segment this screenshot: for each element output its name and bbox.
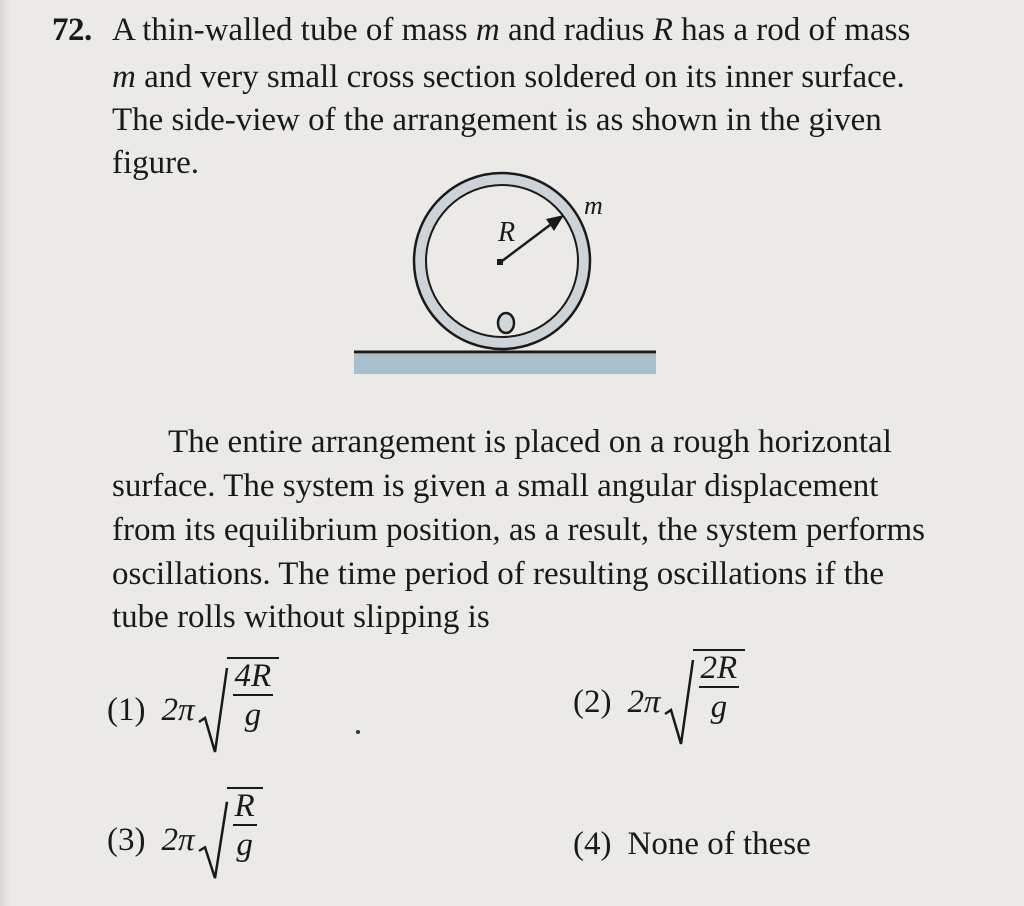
option-1-fraction	[227, 657, 280, 735]
option-3-prefix: 2π	[161, 821, 195, 858]
option-1-denominator: g	[244, 696, 262, 733]
question-line-4: figure.	[112, 145, 200, 181]
option-2[interactable]	[573, 649, 745, 746]
option-4-text: None of these	[627, 826, 811, 862]
option-1-prefix: 2π	[161, 691, 195, 728]
question-line-3: The side-view of the arrangement is as shown in the given	[112, 102, 882, 138]
page-edge	[0, 0, 10, 906]
radical-sign-icon	[197, 666, 229, 754]
tube-diagram	[350, 165, 660, 380]
question-line-1: A thin-walled tube of mass m and radius R has a rod of mass	[112, 12, 911, 48]
option-2-numerator: 2R	[700, 649, 738, 686]
paragraph-line-5: tube rolls without slipping is	[112, 599, 490, 635]
paragraph-line-4: oscillations. The time period of resulting oscillations if the	[112, 556, 885, 592]
option-2-number: (2)	[573, 683, 612, 720]
stray-dot	[356, 730, 360, 734]
radical-sign-icon	[197, 800, 229, 880]
option-3[interactable]	[107, 787, 263, 880]
radical-sign-icon	[663, 658, 695, 746]
option-3-numerator: R	[234, 787, 255, 824]
paragraph-line-1: The entire arrangement is placed on a rough horizontal	[168, 424, 892, 460]
rod-cross-section	[498, 313, 514, 333]
option-4-number: (4)	[573, 826, 612, 862]
paragraph-line-2: surface. The system is given a small angular displacement	[112, 468, 879, 504]
option-1-numerator: 4R	[234, 657, 272, 694]
option-3-denominator: g	[236, 826, 253, 863]
option-2-denominator: g	[710, 688, 728, 725]
question-number: 72.	[52, 12, 92, 48]
option-3-number: (3)	[107, 821, 146, 858]
option-1-number: (1)	[107, 691, 146, 728]
question-line-2: m and very small cross section soldered on its inner surface.	[112, 59, 905, 95]
radius-label: R	[498, 217, 516, 248]
option-1[interactable]	[107, 657, 279, 754]
tube-figure	[350, 165, 660, 380]
option-2-fraction	[693, 649, 746, 727]
radius-arrow-head	[546, 215, 564, 231]
option-3-fraction	[227, 787, 263, 865]
ground-surface	[354, 354, 656, 374]
paragraph-line-3: from its equilibrium position, as a result, the system performs	[112, 512, 925, 548]
option-2-prefix: 2π	[627, 683, 661, 720]
mass-label: m	[584, 191, 603, 220]
option-4[interactable]	[573, 826, 811, 863]
